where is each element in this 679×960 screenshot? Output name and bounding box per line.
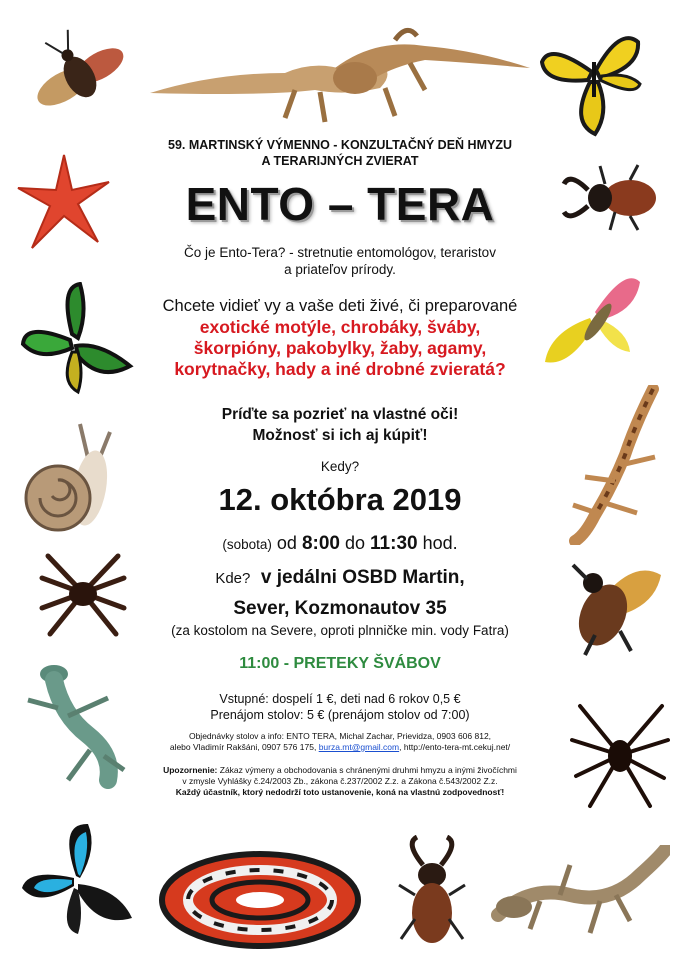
butterfly-blue-image — [18, 818, 138, 938]
intro-line-1: Čo je Ento-Tera? - stretnutie entomológov, teraristov — [184, 245, 496, 260]
place-line-1 — [150, 563, 530, 594]
beetle-right-image — [565, 555, 665, 660]
lizard-image — [18, 660, 128, 790]
fees-info — [150, 691, 530, 723]
event-subtitle — [150, 137, 530, 169]
warning-text-1: Zákaz výmeny a obchodovania s chránenými druhmi hmyzu a inými živočíchmi — [217, 765, 517, 775]
beetle-top-left-image — [25, 22, 135, 132]
contact-line-1: Objednávky stolov a info: ENTO TERA, Michal Zachar, Prievidza, 0903 606 812, — [188, 731, 492, 741]
moth-pink-image — [540, 262, 645, 372]
stag-beetle-bottom-image — [395, 835, 470, 950]
warning-line-2: v zmysle Vyhlášky č.24/2003 Zb., zákona č.237/2002 Z.z. a Zákona č.543/2002 Z.z. — [182, 776, 498, 786]
email-link[interactable]: burza.mt@gmail.com — [318, 742, 400, 752]
spider-left-image — [38, 548, 128, 638]
subtitle-line-2: A TERARIJNÝCH ZVIERAT — [261, 154, 419, 168]
come-line-1: Príďte sa pozrieť na vlastné oči! — [221, 406, 459, 423]
to-word: do — [344, 533, 366, 553]
starfish-image — [14, 152, 114, 252]
from-word: od — [276, 533, 297, 553]
event-date: 12. októbra 2019 — [218, 482, 462, 517]
animals-line-1: exotické motýle, chrobáky, šváby, — [199, 317, 481, 337]
cockroach-race: 11:00 - PRETEKY ŠVÁBOV — [239, 655, 441, 672]
question-line-1: Chcete vidieť vy a vaše deti živé, či preparované — [162, 297, 518, 315]
time-unit: hod. — [422, 533, 458, 553]
intro-line-2: a priateľov prírody. — [284, 262, 396, 277]
table-rent: Prenájom stolov: 5 € (prenájom stolov od 7:00) — [210, 708, 470, 722]
snail-image — [18, 418, 118, 533]
stag-beetle-image — [560, 162, 665, 232]
end-time: 11:30 — [370, 533, 418, 554]
question-block — [150, 296, 530, 380]
start-time: 8:00 — [301, 533, 340, 554]
entry-fee: Vstupné: dospelí 1 €, deti nad 6 rokov 0,5 € — [219, 692, 461, 706]
contact-name-phone: alebo Vladimír Rakšáni, 0907 576 175, — [169, 742, 317, 752]
lizard-bottom-image — [490, 845, 670, 940]
intro-text — [150, 244, 530, 278]
milk-snake-image — [155, 842, 365, 952]
place-address: Sever, Kozmonautov 35 — [233, 598, 447, 619]
animals-line-2: škorpióny, pakobylky, žaby, agamy, — [193, 338, 487, 358]
event-place — [150, 563, 530, 624]
contact-info — [150, 731, 530, 753]
contact-line-2 — [150, 742, 530, 753]
warning-line-3: Každý účastník, ktorý nedodrží toto ustanovenie, koná na vlastnú zodpovednosť! — [175, 787, 505, 797]
spider-right-image — [570, 700, 670, 810]
day-of-week: (sobota) — [222, 537, 272, 552]
event-time — [150, 533, 530, 555]
event-title: ENTO – TERA — [185, 178, 495, 230]
when-label: Kedy? — [320, 459, 360, 474]
contact-website: , http://ento-tera-mt.cekuj.net/ — [399, 742, 511, 752]
where-label: Kde? — [215, 570, 251, 587]
place-venue: v jedálni OSBD Martin, — [260, 567, 465, 588]
butterfly-yellow-image — [540, 22, 645, 137]
place-note: (za kostolom na Severe, oproti plnničke min. vody Fatra) — [171, 623, 509, 638]
animals-line-3: korytnačky, hady a iné drobné zvieratá? — [174, 359, 506, 379]
subtitle-line-1: 59. MARTINSKÝ VÝMENNO - KONZULTAČNÝ DEŇ HMYZU — [168, 138, 512, 152]
come-invite — [150, 404, 530, 446]
come-line-2: Možnosť si ich aj kúpiť! — [252, 427, 428, 444]
gecko-image — [565, 385, 665, 545]
butterfly-green-image — [20, 282, 135, 397]
warning-label: Upozornenie: — [163, 765, 218, 775]
legal-warning — [150, 765, 530, 798]
bearded-dragons-image — [145, 18, 535, 128]
warning-line-1 — [150, 765, 530, 776]
